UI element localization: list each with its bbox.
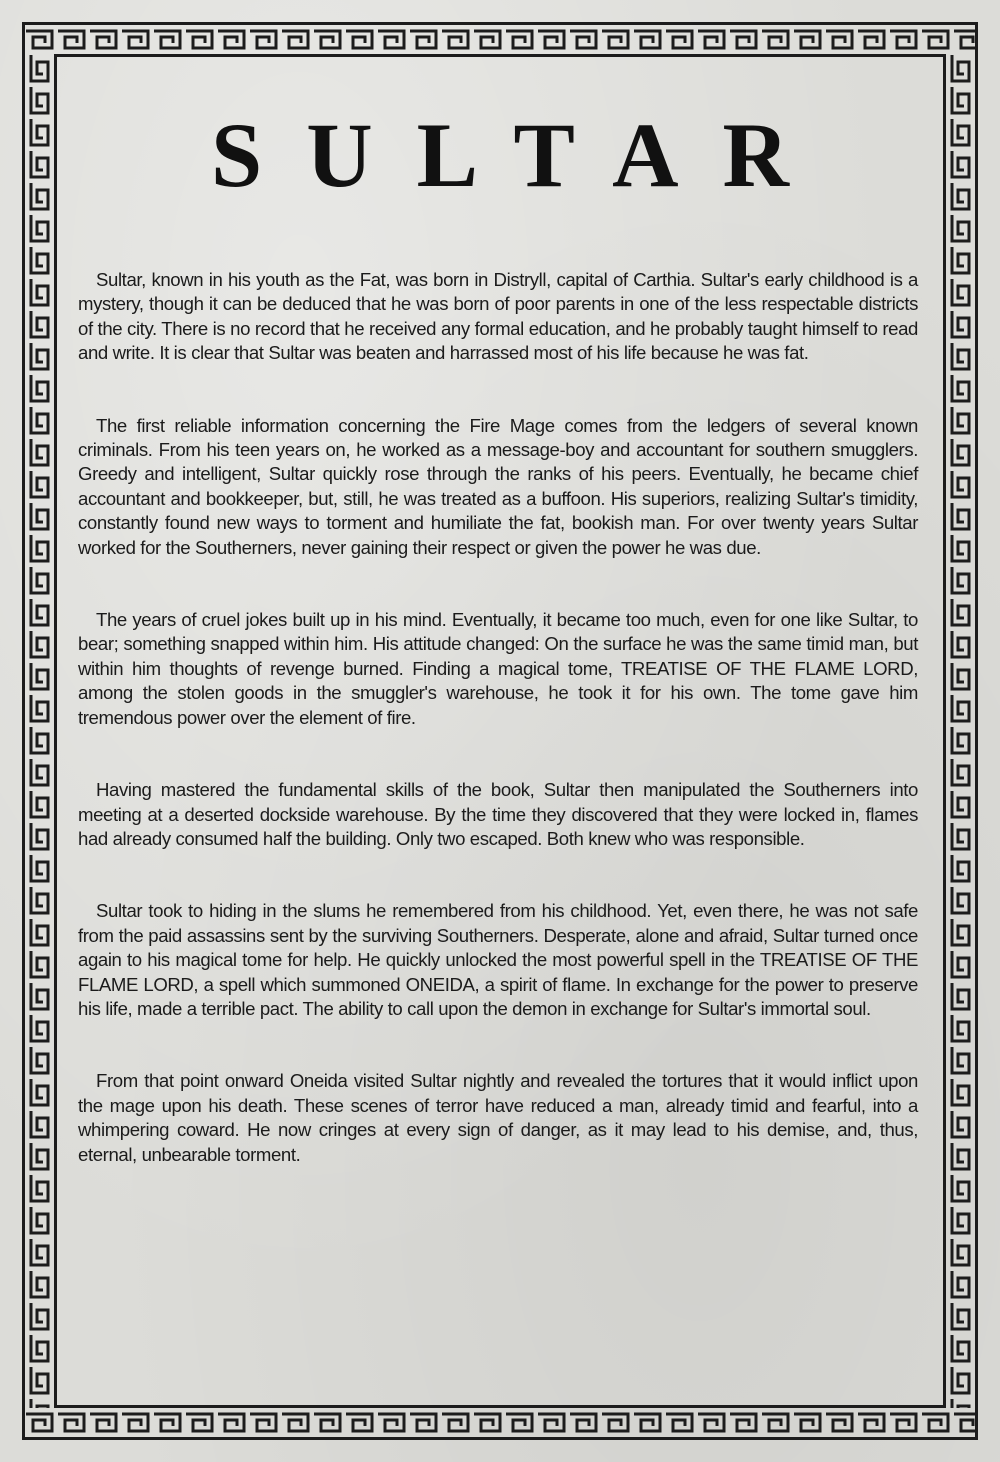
greek-key-border-top (25, 25, 975, 54)
paragraph-4: Having mastered the fundamental skills of the book, Sultar then manipulated the Southerners into meeting at a deserted dockside warehouse. By the time they discovered that they were locked in, flames had already consumed half the building. Only two escaped. Both knew who was responsible. (78, 779, 918, 849)
greek-key-border-left (25, 54, 54, 1408)
paragraph-2: The first reliable information concerning the Fire Mage comes from the ledgers of several known criminals. From his teen years on, he worked as a message-boy and accountant for southern smugglers. Greedy and intelligent, Sultar quickly rose through the ranks of his peers. Eventually, he became chief accountant and bookkeeper, but, still, he was treated as a buffoon. His superiors, realizing Sultar's timidity, constantly found new ways to torment and humiliate the fat, bookish man. For over twenty years Sultar worked for the Southerners, never gaining their respect or given the power he was due. (78, 414, 918, 558)
greek-key-border-bottom (25, 1408, 975, 1437)
page-title: SULTAR (211, 104, 833, 206)
paragraph-1: Sultar, known in his youth as the Fat, was born in Distryll, capital of Carthia. Sultar's early childhood is a mystery, though it can be deduced that he was born of poor parents in one of the less respectable districts of the city. There is no record that he received any formal education, and he probably taught himself to read and write. It is clear that Sultar was beaten and harrassed most of his life because he was fat. (78, 269, 918, 364)
paragraph-6: From that point onward Oneida visited Sultar nightly and revealed the tortures that it would inflict upon the mage upon his death. These scenes of terror have reduced a man, already timid and fearful, into a whimpering coward. He now cringes at every sign of danger, as it may lead to his demise, and, thus, eternal, unbearable torment. (78, 1070, 918, 1165)
article-body (78, 268, 918, 1215)
paragraph-5: Sultar took to hiding in the slums he remembered from his childhood. Yet, even there, he was not safe from the paid assassins sent by the surviving Southerners. Desperate, alone and afraid, Sultar turned once again to his magical tome for help. He quickly unlocked the most powerful spell in the TREATISE OF THE FLAME LORD, a spell which summoned ONEIDA, a spirit of flame. In exchange for the power to preserve his life, made a terrible pact. The ability to call upon the demon in exchange for Sultar's immortal soul. (78, 900, 918, 1019)
paragraph-3: The years of cruel jokes built up in his mind. Eventually, it became too much, even for one like Sultar, to bear; something snapped within him. His attitude changed: On the surface he was the same timid man, but within him thoughts of revenge burned. Finding a magical tome, TREATISE OF THE FLAME LORD, among the stolen goods in the smuggler's warehouse, he took it for his own. The tome gave him tremendous power over the element of fire. (78, 609, 918, 728)
greek-key-border-right (946, 54, 975, 1408)
